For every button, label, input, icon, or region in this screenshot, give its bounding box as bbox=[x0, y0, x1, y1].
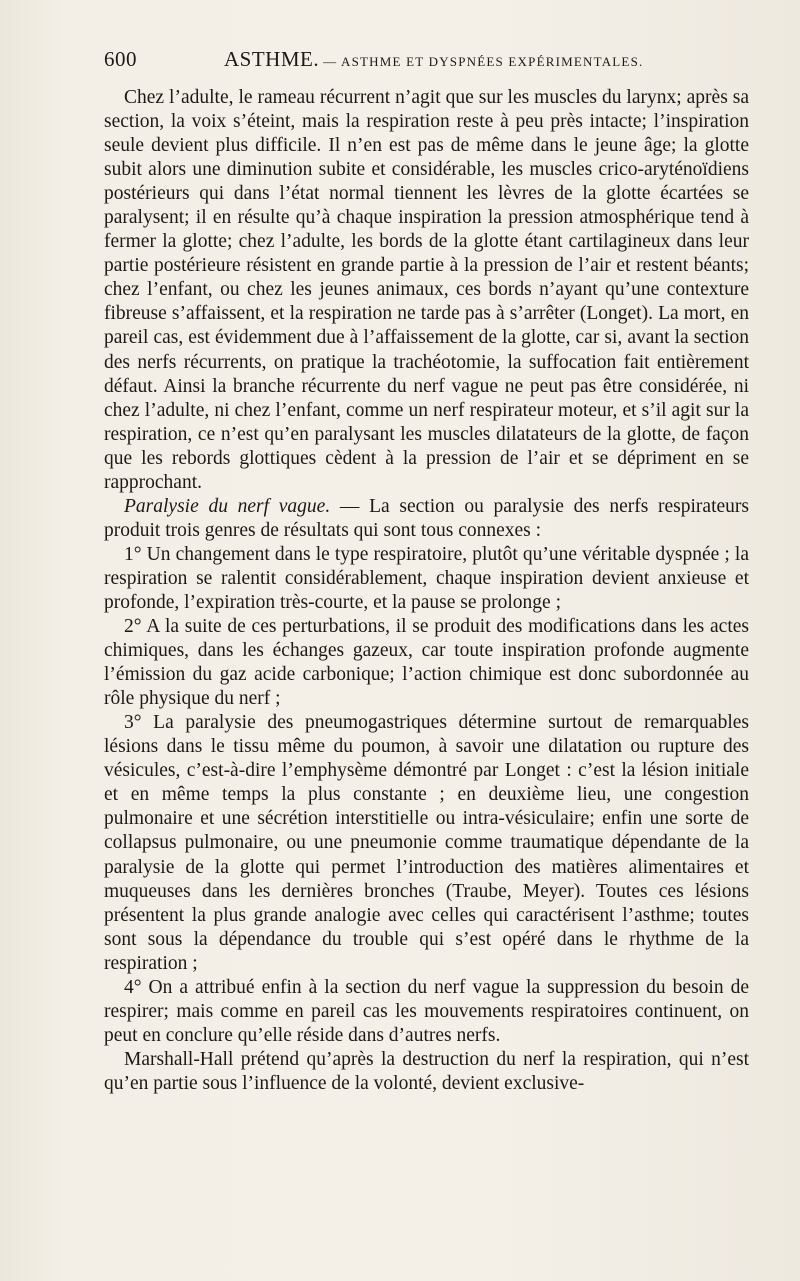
section-subtitle: — ASTHME ET DYSPNÉES EXPÉRIMENTALES. bbox=[323, 54, 644, 69]
body-text bbox=[104, 86, 749, 1096]
paragraph-result-3: 3° La paralysie des pneumogastriques détermine surtout de remarquables lésions dans le tissu même du poumon, à savoir une dilatation ou rupture des vésicules, c’est-à-dire l’emphysème démontré par Longet : c’est la lésion initiale et en même temps la plus constante ; en deuxième lieu, une congestion pulmonaire et une sécrétion interstitielle ou intra-vésiculaire; enfin une sorte de collapsus pulmonaire, ou une pneumonie comme traumatique dépendante de la paralysie de la glotte qui permet l’introduction des matières alimentaires et muqueuses dans les dernières bronches (Traube, Meyer). Toutes ces lésions présentent la plus grande analogie avec celles qui caractérisent l’asthme; toutes sont sous la dépendance du trouble qui s’est opéré dans le rhythme de la respiration ; bbox=[104, 712, 749, 974]
paragraph-result-4: 4° On a attribué enfin à la section du nerf vague la suppression du besoin de respirer; mais comme en pareil cas les mouvements respiratoires continuent, on peut en conclure qu’elle réside dans d’autres nerfs. bbox=[104, 976, 749, 1046]
page-number: 600 bbox=[104, 47, 137, 71]
running-title bbox=[224, 47, 643, 72]
chapter-title: ASTHME. bbox=[224, 47, 320, 71]
paragraph-recurrent-nerve: Chez l’adulte, le rameau récurrent n’agit que sur les muscles du larynx; après sa section, la voix s’éteint, mais la respiration reste à peu près intacte; l’inspiration seule devient plus difficile. Il n’en est pas de même dans le jeune âge; la glotte subit alors une diminution subite et considérable, les muscles crico-aryténoïdiens postérieurs qui dans l’état normal tiennent les lèvres de la glotte écartées se paralysent; il en résulte qu’à chaque inspiration la pression atmosphérique tend à fermer la glotte; chez l’adulte, les bords de la glotte étant cartilagineux dans leur partie postérieure résistent en grande partie à la pression de l’air et restent béants; chez l’enfant, ou chez les jeunes animaux, ces bords n’ayant qu’une contexture fibreuse s’affaissent, et la respiration ne tarde pas à s’arrêter (Longet). La mort, en pareil cas, est évidemment due à l’affaissement de la glotte, car si, avant la section des nerfs récurrents, on pratique la trachéotomie, la suffocation fait entièrement défaut. Ainsi la branche récurrente du nerf vague ne peut pas être considérée, ni chez l’adulte, ni chez l’enfant, comme un nerf respirateur moteur, et s’il agit sur la respiration, ce n’est qu’en paralysant les muscles dilatateurs de la glotte, de façon que les rebords glottiques cèdent à la pression de l’air et se dépriment en se rapprochant. bbox=[104, 87, 749, 493]
paragraph-result-2: 2° A la suite de ces perturbations, il se produit des modifications dans les actes chimiques, dans les échanges gazeux, car toute inspiration profonde augmente l’émission du gaz acide carbonique; l’action chimique est donc subordonnée au rôle physique du nerf ; bbox=[104, 616, 749, 710]
paragraph-vagus-paralysis bbox=[104, 495, 749, 543]
paragraph-vagus-paralysis-text: — La section ou paralysie des nerfs respirateurs produit trois genres de résultats qui sont tous connexes : bbox=[104, 495, 749, 541]
running-header bbox=[104, 47, 754, 77]
section-heading-italic: Paralysie du nerf vague. bbox=[124, 495, 331, 517]
paragraph-result-1: 1° Un changement dans le type respiratoire, plutôt qu’une véritable dyspnée ; la respiration se ralentit considérablement, chaque inspiration devient anxieuse et profonde, l’expiration très-courte, et la pause se prolonge ; bbox=[104, 543, 749, 613]
paragraph-marshall-hall: Marshall-Hall prétend qu’après la destruction du nerf la respiration, qui n’est qu’en partie sous l’influence de la volonté, devient exclusive- bbox=[104, 1048, 749, 1094]
